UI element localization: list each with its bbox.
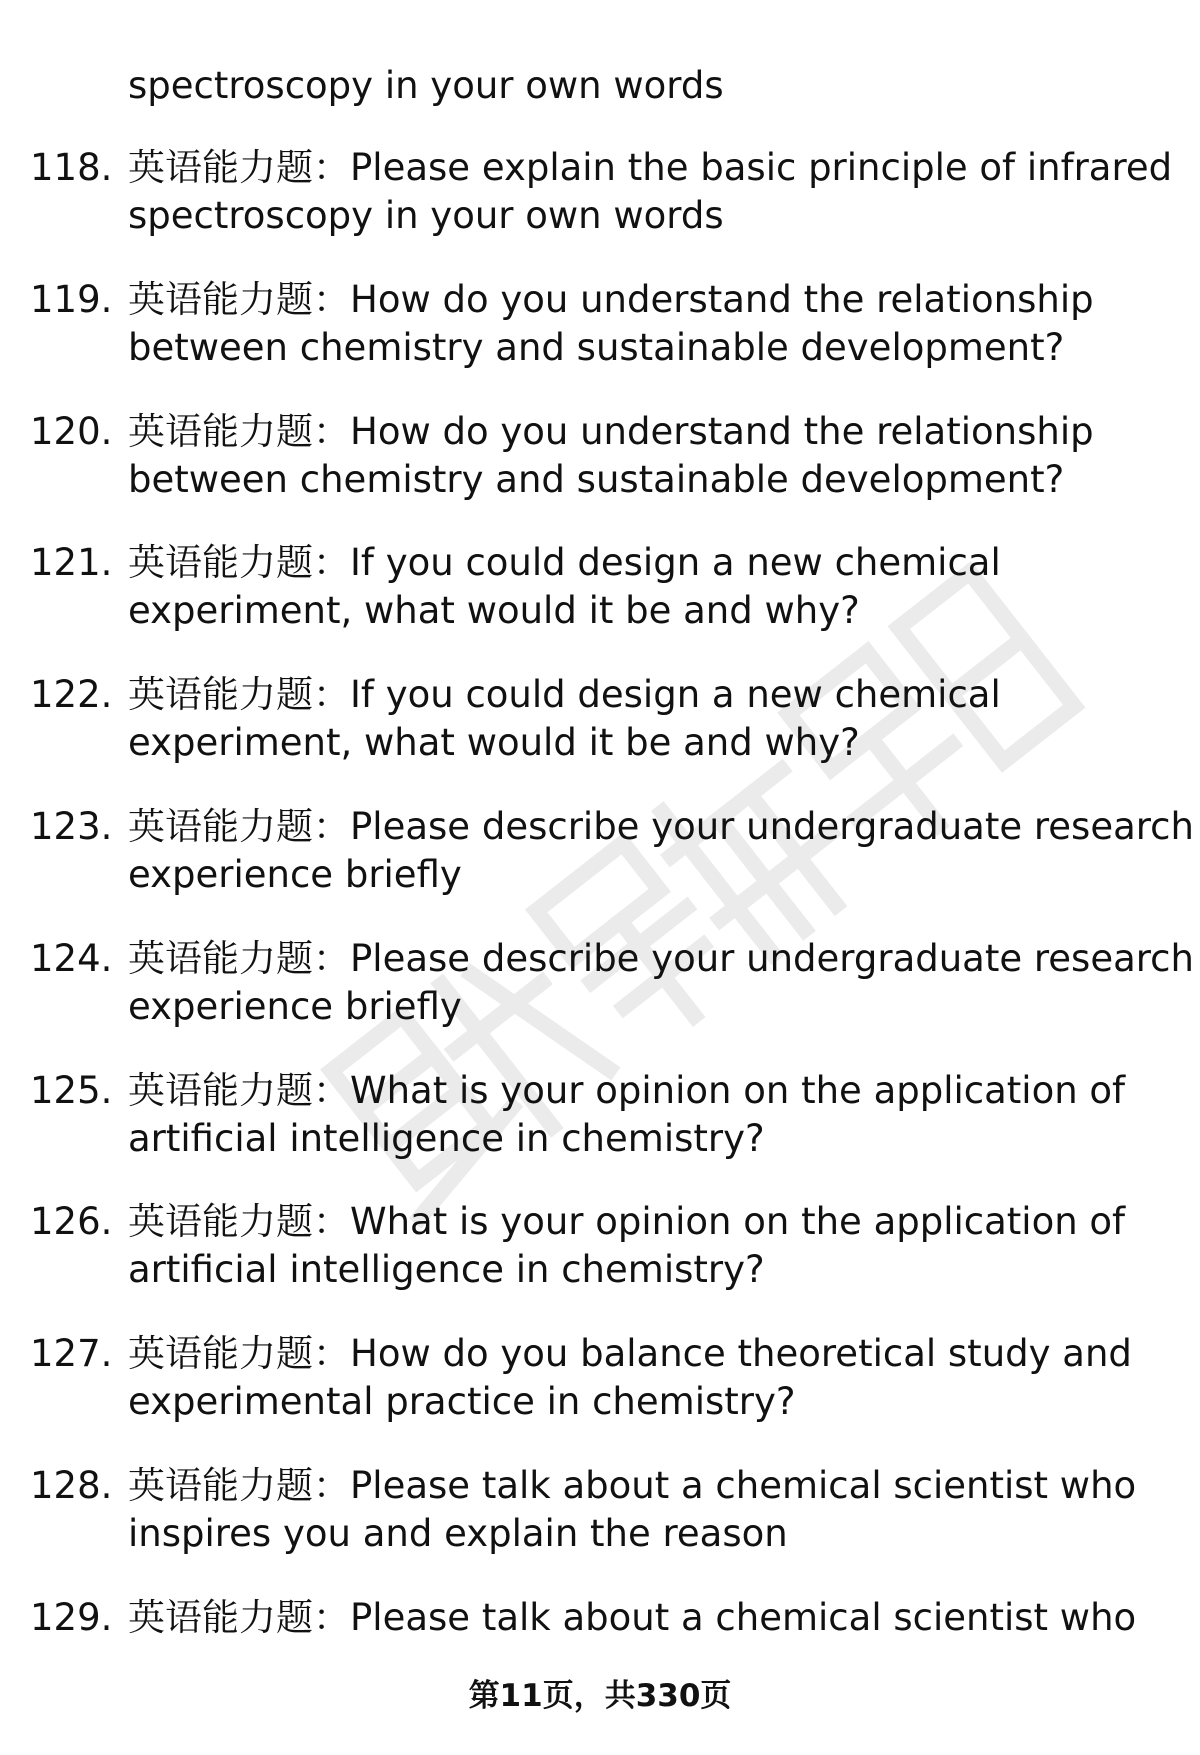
question-list xyxy=(0,144,1200,1726)
question-number: 125. xyxy=(30,1068,113,1112)
question-line: spectroscopy in your own words xyxy=(128,194,724,237)
question-number: 124. xyxy=(30,936,113,980)
question-line: 英语能力题：Please describe your undergraduate research xyxy=(128,804,1194,848)
question-line: artificial intelligence in chemistry? xyxy=(128,1248,765,1292)
question-number: 121. xyxy=(30,541,113,585)
question-line: 英语能力题：If you could design a new chemical xyxy=(128,541,1001,585)
question-line: 英语能力题：What is your opinion on the application of xyxy=(128,1068,1126,1112)
question-line: 英语能力题：Please describe your undergraduate research xyxy=(128,936,1194,980)
question-number: 119. xyxy=(30,277,113,321)
question-item xyxy=(0,1330,1200,1462)
question-item xyxy=(0,1067,1200,1199)
question-item xyxy=(0,276,1200,408)
question-text xyxy=(128,671,1188,767)
question-text xyxy=(128,539,1188,635)
question-line: between chemistry and sustainable development? xyxy=(128,325,1065,369)
question-text xyxy=(128,276,1188,372)
question-line: artificial intelligence in chemistry? xyxy=(128,1116,765,1160)
question-item xyxy=(0,144,1200,276)
question-text xyxy=(128,1330,1188,1426)
question-number: 127. xyxy=(30,1332,113,1376)
question-item xyxy=(0,935,1200,1067)
question-line: experience briefly xyxy=(128,852,462,896)
question-text xyxy=(128,144,1188,240)
question-number: 126. xyxy=(30,1200,113,1244)
question-line: experimental practice in chemistry? xyxy=(128,1380,796,1424)
question-text xyxy=(128,408,1188,504)
question-item xyxy=(0,671,1200,803)
question-item xyxy=(0,1198,1200,1330)
question-text xyxy=(128,1067,1188,1163)
question-item xyxy=(0,408,1200,540)
question-line: 英语能力题：How do you understand the relationship xyxy=(128,277,1094,321)
question-item xyxy=(0,1462,1200,1594)
question-line: 英语能力题：How do you balance theoretical study and xyxy=(128,1332,1132,1376)
question-number: 118. xyxy=(30,146,113,189)
question-item xyxy=(0,539,1200,671)
question-number: 122. xyxy=(30,673,113,717)
question-line: experiment, what would it be and why? xyxy=(128,721,860,765)
question-line: 英语能力题：Please talk about a chemical scientist who xyxy=(128,1595,1137,1639)
question-line: between chemistry and sustainable development? xyxy=(128,457,1065,501)
question-line: 英语能力题：If you could design a new chemical xyxy=(128,673,1001,717)
question-line: 英语能力题：What is your opinion on the application of xyxy=(128,1200,1126,1244)
question-text xyxy=(128,1198,1188,1294)
question-line: 英语能力题：Please talk about a chemical scientist who xyxy=(128,1463,1137,1507)
question-line: experiment, what would it be and why? xyxy=(128,589,860,633)
question-text xyxy=(128,935,1194,1031)
question-line: experience briefly xyxy=(128,984,462,1028)
question-number: 120. xyxy=(30,409,113,453)
question-number: 123. xyxy=(30,804,113,848)
question-line: 英语能力题：Please explain the basic principle of infrared xyxy=(128,146,1173,189)
question-number: 128. xyxy=(30,1463,113,1507)
question-text xyxy=(128,1594,1188,1642)
question-text xyxy=(128,803,1194,899)
continued-question-text: spectroscopy in your own words xyxy=(128,64,724,107)
question-line: 英语能力题：How do you understand the relationship xyxy=(128,409,1094,453)
question-text xyxy=(128,1462,1188,1558)
question-line: inspires you and explain the reason xyxy=(128,1511,788,1555)
question-number: 129. xyxy=(30,1595,113,1639)
question-item xyxy=(0,803,1200,935)
page-footer: 第11页，共330页 xyxy=(468,1678,732,1714)
